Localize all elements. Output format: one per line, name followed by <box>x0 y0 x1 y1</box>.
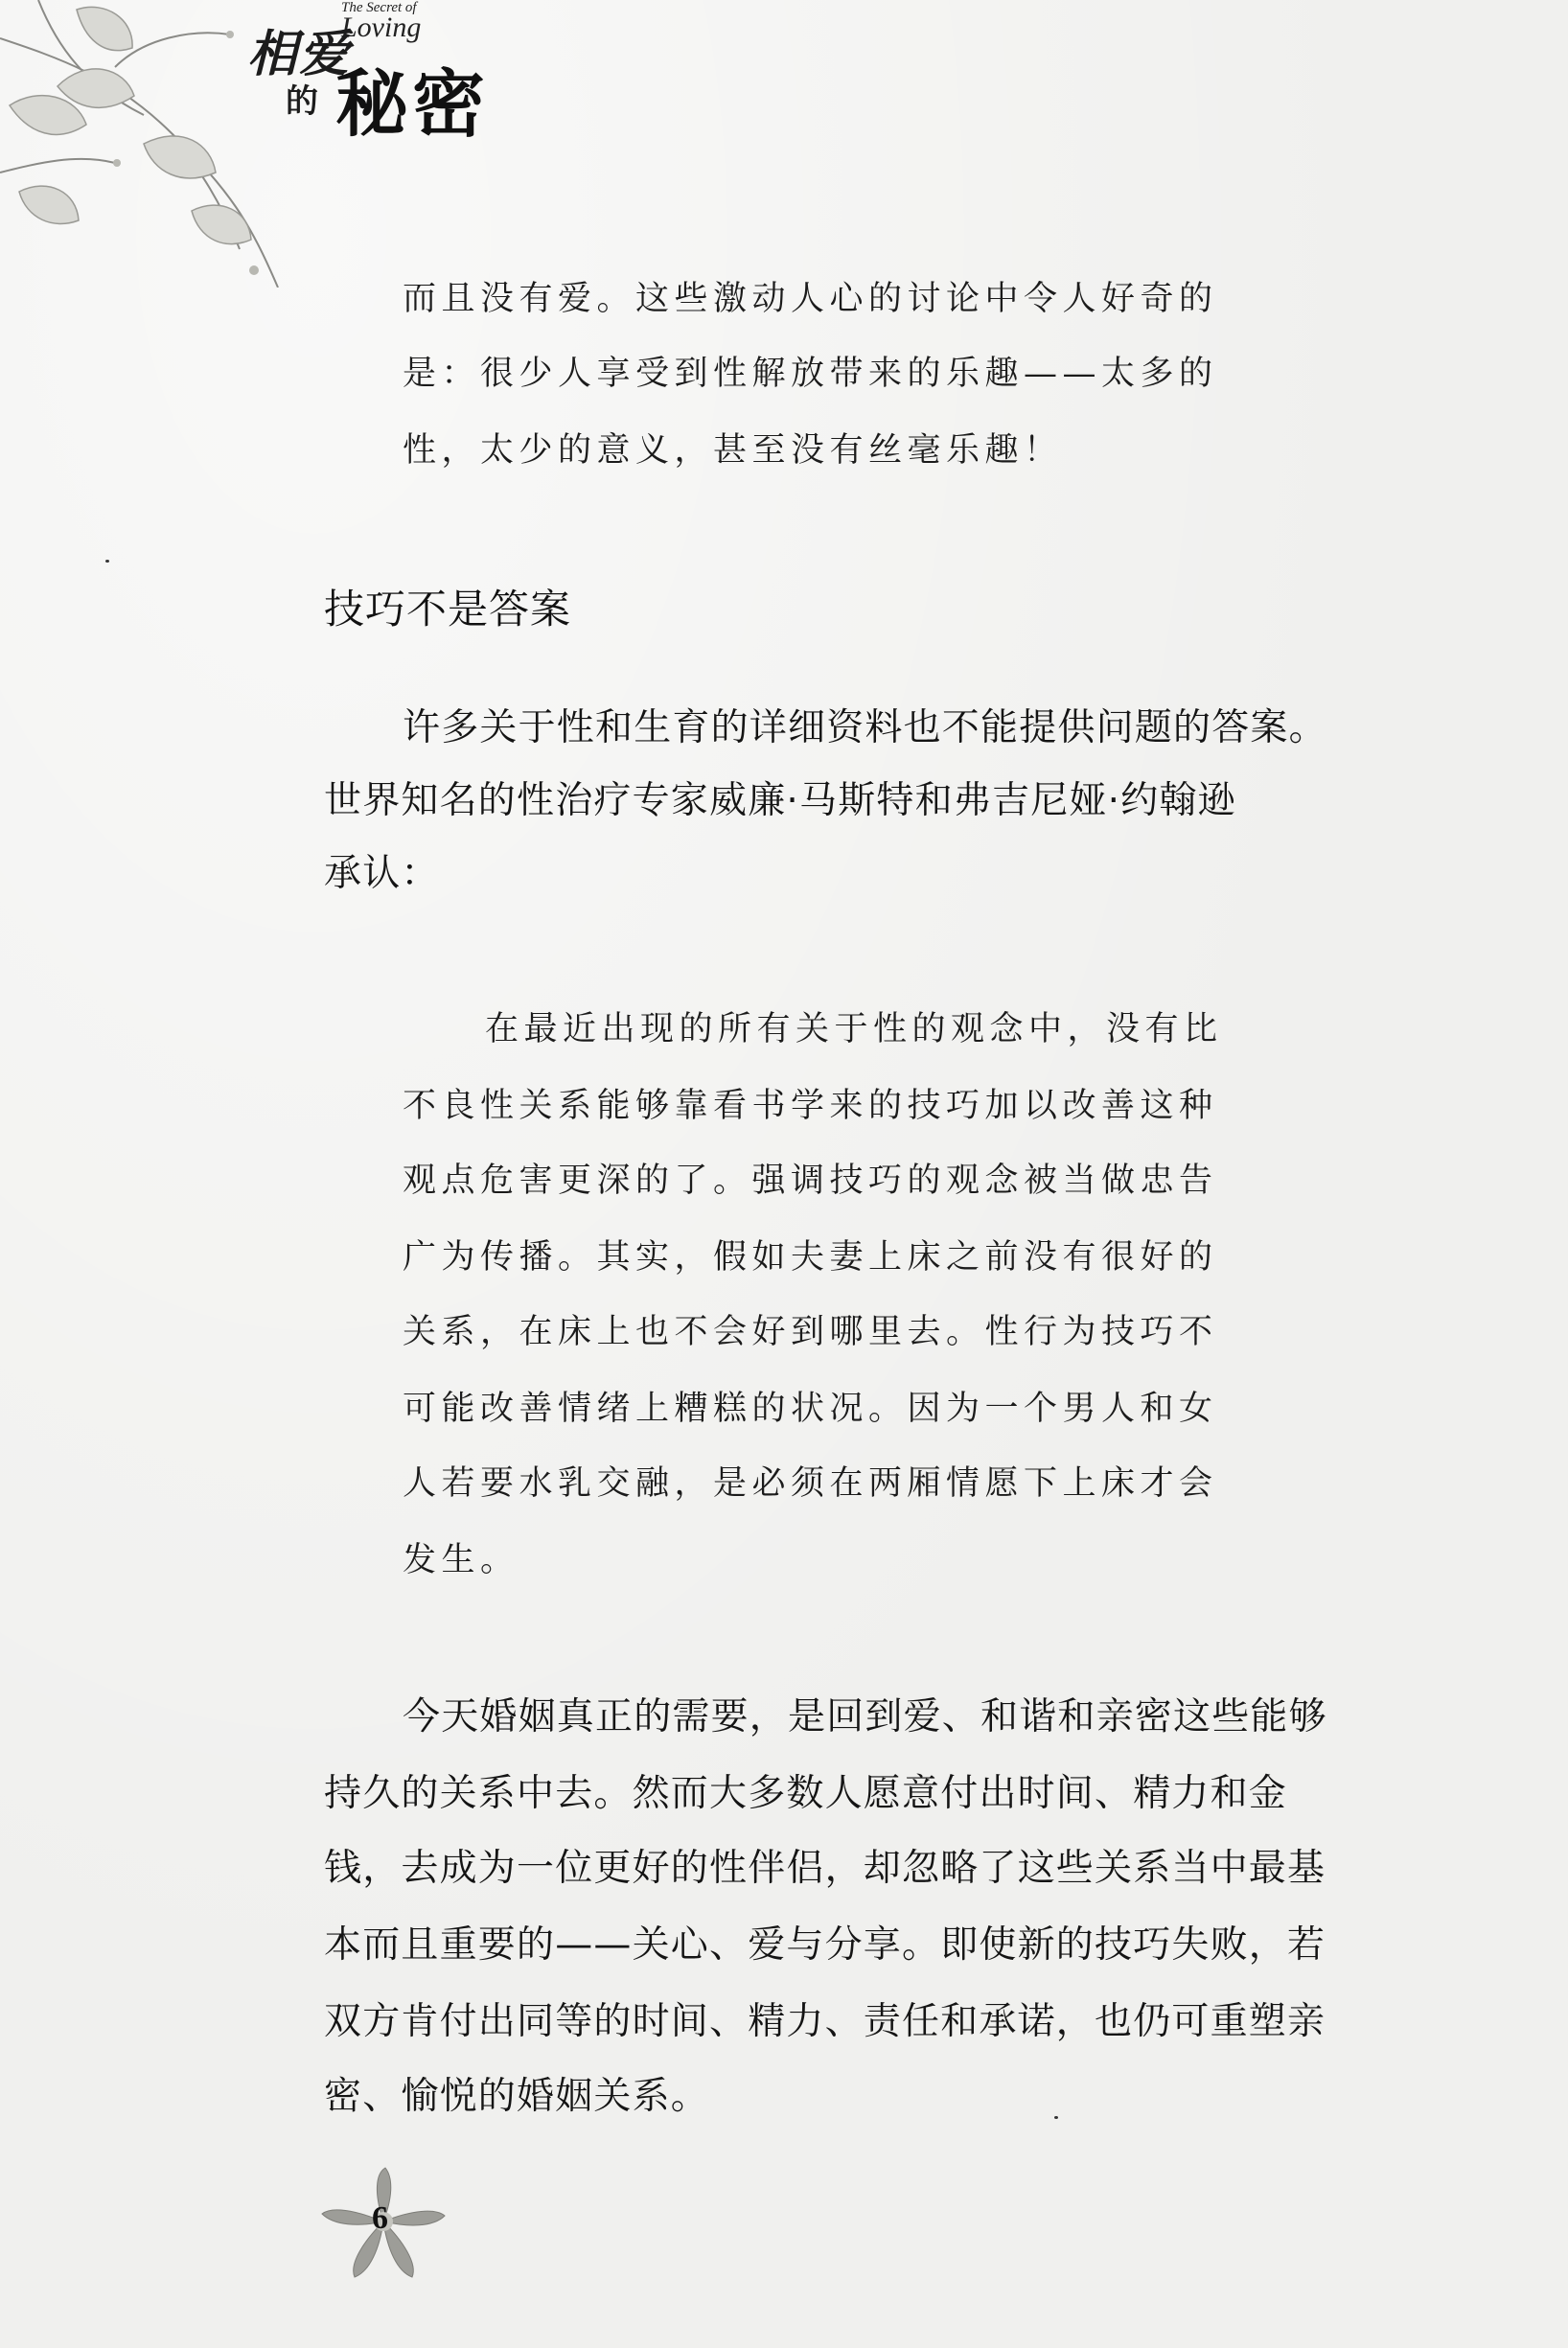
quote-line: 不良性关系能够靠看书学来的技巧加以改善这种 <box>403 1087 1218 1125</box>
intro-line: 而且没有爱。这些激动人心的讨论中令人好奇的 <box>403 280 1218 318</box>
print-speck <box>1054 2116 1058 2119</box>
title-chinese-part2: 的 <box>286 82 318 121</box>
paragraph-line: 密、愉悦的婚姻关系。 <box>324 2075 710 2118</box>
quote-line: 在最近出现的所有关于性的观念中，没有比 <box>485 1010 1223 1048</box>
paragraph-line: 世界知名的性治疗专家威廉·马斯特和弗吉尼娅·约翰逊 <box>324 779 1236 822</box>
paragraph-line: 承认： <box>324 852 440 895</box>
paragraph-line: 许多关于性和生育的详细资料也不能提供问题的答案。 <box>403 706 1327 749</box>
title-english-line1: The Secret of <box>341 0 417 15</box>
intro-line: 是：很少人享受到性解放带来的乐趣——太多的 <box>403 355 1218 393</box>
title-english-line2: Loving <box>341 12 422 43</box>
page-number: 6 <box>372 2200 388 2236</box>
paragraph-line: 持久的关系中去。然而大多数人愿意付出时间、精力和金 <box>324 1772 1288 1815</box>
quote-line: 人若要水乳交融，是必须在两厢情愿下上床才会 <box>403 1464 1218 1503</box>
intro-line: 性，太少的意义，甚至没有丝毫乐趣！ <box>403 431 1063 470</box>
book-title-logo <box>220 0 527 147</box>
title-chinese-part1: 相爱 <box>247 25 352 83</box>
paragraph-line: 今天婚姻真正的需要，是回到爱、和谐和亲密这些能够 <box>403 1695 1327 1738</box>
print-speck <box>105 560 109 563</box>
quote-line: 关系，在床上也不会好到哪里去。性行为技巧不 <box>403 1313 1218 1351</box>
section-heading: 技巧不是答案 <box>324 586 572 633</box>
paragraph-line: 本而且重要的——关心、爱与分享。即使新的技巧失败，若 <box>324 1923 1326 1967</box>
title-chinese-part3: 秘密 <box>335 61 489 147</box>
quote-line: 观点危害更深的了。强调技巧的观念被当做忠告 <box>403 1162 1218 1200</box>
paragraph-line: 钱，去成为一位更好的性伴侣，却忽略了这些关系当中最基 <box>324 1847 1326 1890</box>
paragraph-line: 双方肯付出同等的时间、精力、责任和承诺，也仍可重塑亲 <box>324 2000 1326 2043</box>
quote-line: 广为传播。其实，假如夫妻上床之前没有很好的 <box>403 1238 1218 1277</box>
quote-line: 发生。 <box>403 1541 519 1579</box>
quote-line: 可能改善情绪上糟糕的状况。因为一个男人和女 <box>403 1390 1218 1428</box>
page-number-badge <box>316 2164 450 2289</box>
